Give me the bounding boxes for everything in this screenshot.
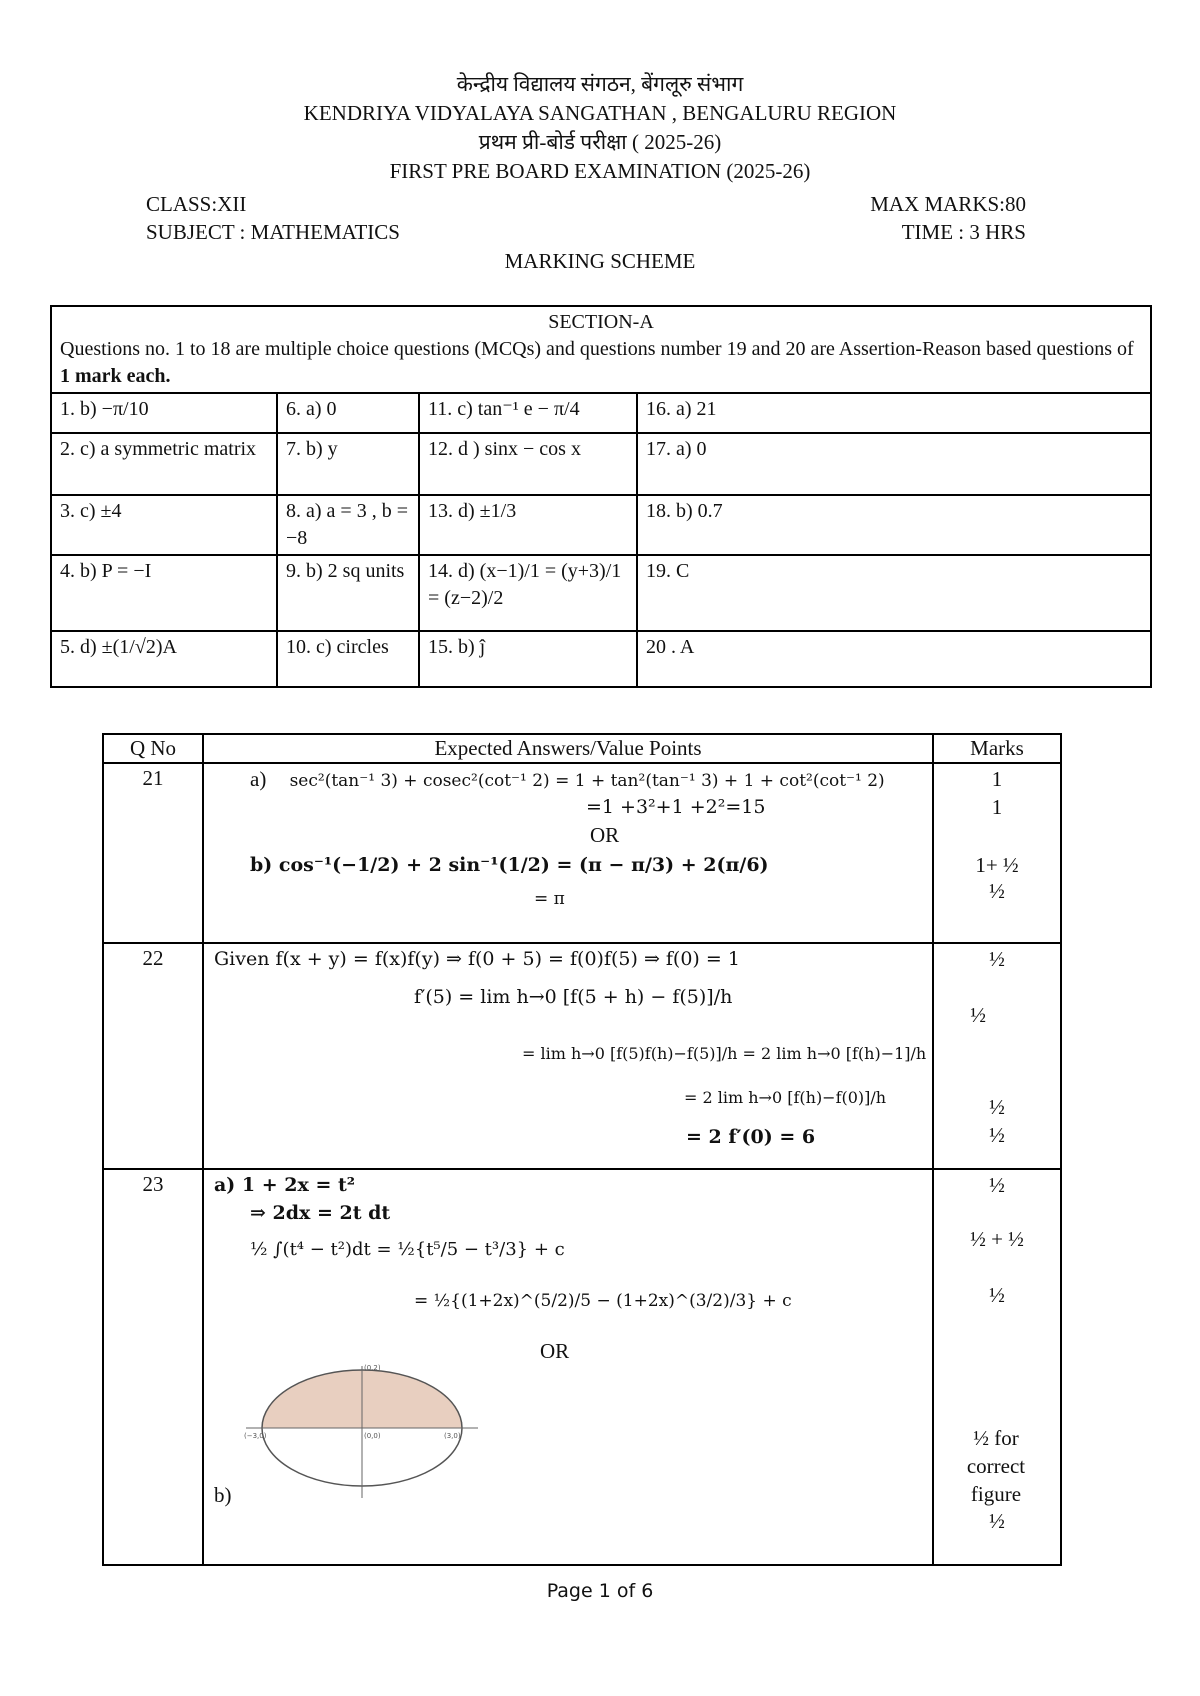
table-row: [51, 433, 1151, 495]
max-marks-label: MAX MARKS:80: [870, 192, 1026, 216]
table-row-q23: [103, 1169, 1061, 1565]
answer-cell: 5. d) ±(1/√2)A: [51, 631, 277, 687]
header-hindi-exam: प्रथम प्री-बोर्ड परीक्षा ( 2025-26): [478, 130, 722, 154]
answers-table: [102, 733, 1062, 1566]
col-header-marks: Marks: [933, 734, 1061, 763]
q21-a-label: a): [250, 767, 267, 791]
q23-b-label: b): [214, 1483, 232, 1507]
answer-22: [203, 943, 933, 1169]
section-a-intro-bold: 1 mark each.: [60, 365, 171, 387]
marking-scheme-title: MARKING SCHEME: [504, 249, 696, 273]
page-number: Page 1 of 6: [546, 1580, 654, 1602]
mark-figure: ½ for correct figure: [966, 1426, 1026, 1506]
mark: 1+ ½: [975, 853, 1019, 877]
answer-cell: 13. d) ±1/3: [419, 495, 637, 555]
mark: ½: [989, 1509, 1005, 1533]
answer-cell: 16. a) 21: [637, 393, 1151, 433]
answer-cell: 10. c) circles: [277, 631, 419, 687]
mark: ½: [989, 1123, 1005, 1147]
ellipse-figure: [242, 1362, 482, 1502]
answer-cell: 8. a) a = 3 , b = −8: [277, 495, 419, 555]
table-row-q21: [103, 763, 1061, 943]
q23-a-line2: ⇒ 2dx = 2t dt: [250, 1202, 391, 1224]
marks-23: [933, 1169, 1061, 1565]
section-a-table: [50, 305, 1152, 688]
answer-cell: 9. b) 2 sq units: [277, 555, 419, 631]
q21-a-line1: sec²(tan⁻¹ 3) + cosec²(cot⁻¹ 2) = 1 + tan²(tan⁻¹ 3) + 1 + cot²(cot⁻¹ 2): [289, 771, 885, 791]
header-hindi-org: केन्द्रीय विद्यालय संगठन, बेंगलूरु संभाग: [456, 72, 744, 96]
mark: ½: [989, 947, 1005, 971]
q22-line2: f′(5) = lim h→0 [f(5 + h) − f(5)]/h: [414, 986, 733, 1008]
table-header-row: [103, 734, 1061, 763]
q22-line5: = 2 f′(0) = 6: [686, 1126, 816, 1148]
table-row: [51, 393, 1151, 433]
answer-cell: 4. b) P = −I: [51, 555, 277, 631]
answer-23: [203, 1169, 933, 1565]
mark: ½: [989, 1173, 1005, 1197]
table-row: [51, 495, 1151, 555]
q21-or: OR: [590, 823, 620, 847]
document-header: [0, 70, 1200, 186]
subject-label: SUBJECT : MATHEMATICS: [146, 220, 400, 244]
qno-21: 21: [103, 763, 203, 943]
label-right: (3,0): [444, 1432, 461, 1440]
answer-cell: 7. b) y: [277, 433, 419, 495]
meta-row-2: [146, 220, 1026, 245]
class-label: CLASS:XII: [146, 192, 247, 216]
answer-cell: 20 . A: [637, 631, 1151, 687]
answer-cell: 6. a) 0: [277, 393, 419, 433]
qno-22: 22: [103, 943, 203, 1169]
marks-22: [933, 943, 1061, 1169]
col-header-answers: Expected Answers/Value Points: [203, 734, 933, 763]
meta-row-1: [146, 192, 1026, 217]
q22-line1: Given f(x + y) = f(x)f(y) ⇒ f(0 + 5) = f(0)f(5) ⇒ f(0) = 1: [214, 948, 740, 970]
answer-cell: 18. b) 0.7: [637, 495, 1151, 555]
q23-a-line1: a) 1 + 2x = t²: [214, 1174, 356, 1196]
col-header-qno: Q No: [103, 734, 203, 763]
mark: 1: [991, 767, 1003, 791]
q21-b-line1: b) cos⁻¹(−1/2) + 2 sin⁻¹(1/2) = (π − π/3) + 2(π/6): [250, 854, 769, 876]
answer-cell: 19. C: [637, 555, 1151, 631]
mark: ½: [989, 879, 1005, 903]
label-left: (−3,0): [244, 1432, 267, 1440]
answer-cell: 1. b) −π/10: [51, 393, 277, 433]
mark: ½: [989, 1283, 1005, 1307]
time-label: TIME : 3 HRS: [901, 220, 1026, 244]
section-a-title: SECTION-A: [548, 311, 654, 333]
header-english-exam: FIRST PRE BOARD EXAMINATION (2025-26): [389, 159, 811, 183]
q22-line4: = 2 lim h→0 [f(h)−f(0)]/h: [684, 1088, 887, 1107]
answer-cell: 11. c) tan⁻¹ e − π/4: [419, 393, 637, 433]
answer-cell: 3. c) ±4: [51, 495, 277, 555]
section-a-intro-text: Questions no. 1 to 18 are multiple choice questions (MCQs) and questions number 19 and 20 are Assertion-Reason based questions of: [60, 338, 1134, 360]
q23-or: OR: [540, 1339, 570, 1363]
q23-a-line4: = ½{(1+2x)^(5/2)/5 − (1+2x)^(3/2)/3} + c: [414, 1291, 792, 1311]
q21-b-line2: = π: [534, 889, 565, 909]
table-row-q22: [103, 943, 1061, 1169]
answer-cell: 15. b) ĵ: [419, 631, 637, 687]
q22-line3: = lim h→0 [f(5)f(h)−f(5)]/h = 2 lim h→0 [f(h)−1]/h: [522, 1044, 927, 1063]
table-row: [51, 631, 1151, 687]
mark: 1: [991, 795, 1003, 819]
header-english-org: KENDRIYA VIDYALAYA SANGATHAN , BENGALURU REGION: [303, 101, 897, 125]
qno-23: 23: [103, 1169, 203, 1565]
section-a-intro: [51, 306, 1151, 393]
answer-cell: 17. a) 0: [637, 433, 1151, 495]
answer-cell: 14. d) (x−1)/1 = (y+3)/1 = (z−2)/2: [419, 555, 637, 631]
q21-a-line2: =1 +3²+1 +2²=15: [586, 796, 766, 818]
marks-21: [933, 763, 1061, 943]
answer-21: [203, 763, 933, 943]
label-top: (0,2): [364, 1364, 381, 1372]
label-origin: (0,0): [364, 1432, 381, 1440]
answer-cell: 2. c) a symmetric matrix: [51, 433, 277, 495]
mark: ½: [989, 1095, 1005, 1119]
answer-cell: 12. d ) sinx − cos x: [419, 433, 637, 495]
mark: ½: [970, 1003, 986, 1027]
table-row: [51, 555, 1151, 631]
q23-a-line3: ½ ∫(t⁴ − t²)dt = ½{t⁵/5 − t³/3} + c: [250, 1239, 565, 1260]
mark: ½ + ½: [970, 1227, 1024, 1251]
